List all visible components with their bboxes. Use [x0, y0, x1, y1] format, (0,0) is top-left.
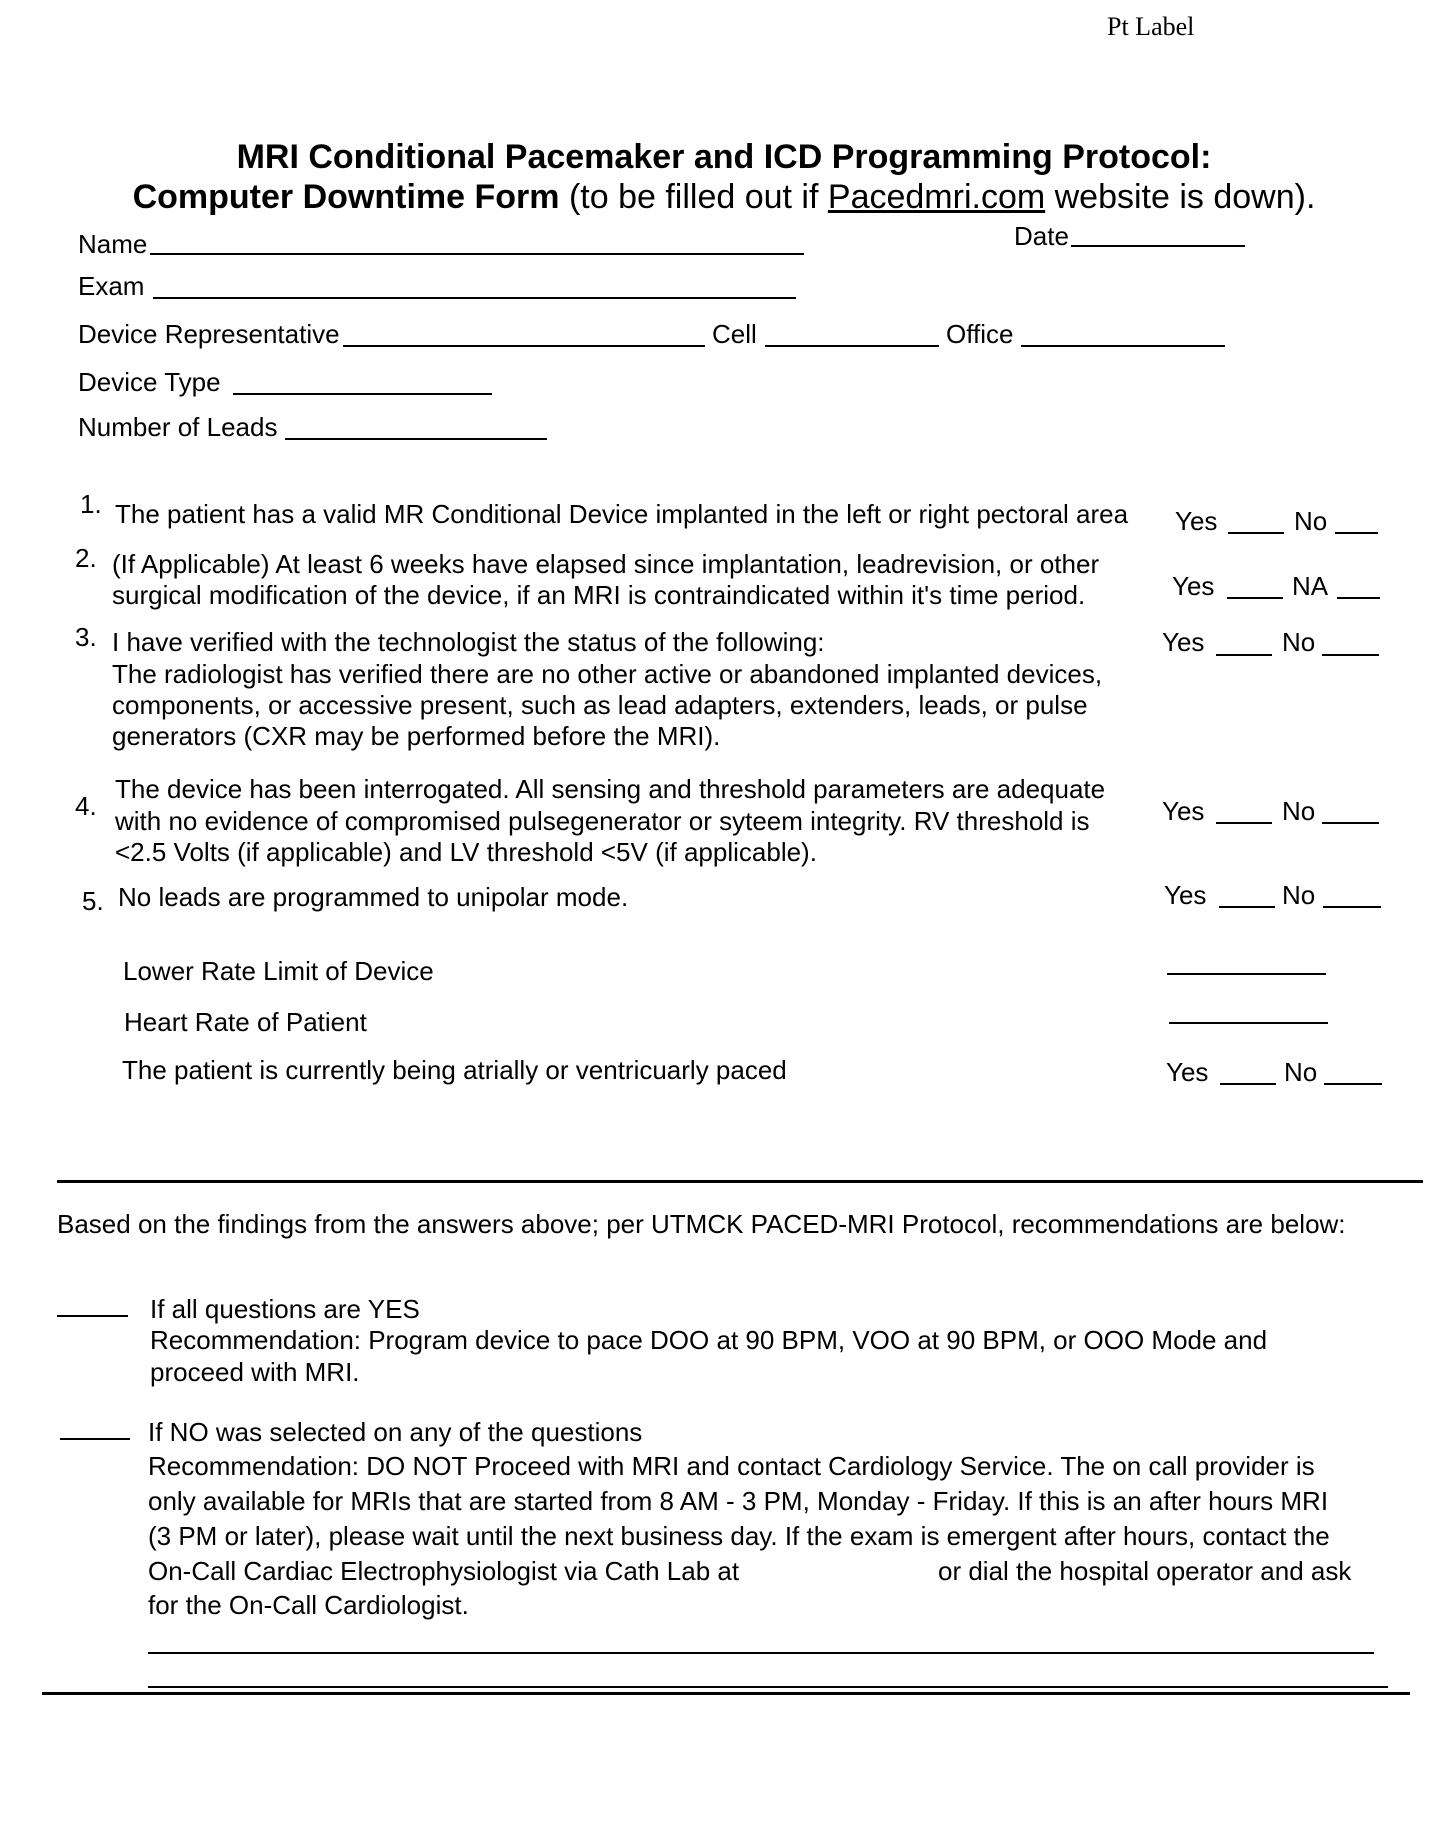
- pt-label: Pt Label: [1107, 12, 1195, 41]
- q4-text-line3: <2.5 Volts (if applicable) and LV threshold <5V (if applicable).: [115, 837, 817, 867]
- q5-yes-label: Yes: [1164, 880, 1207, 910]
- name-label: Name: [78, 229, 148, 259]
- num-leads-field[interactable]: [285, 438, 547, 440]
- rec-no-blank[interactable]: [60, 1438, 130, 1440]
- rec-yes-line3: proceed with MRI.: [150, 1357, 360, 1387]
- q2-na-blank[interactable]: [1337, 597, 1380, 599]
- bottom-divider: [42, 1692, 1410, 1695]
- q4-number: 4.: [75, 791, 97, 821]
- office-label: Office: [946, 319, 1014, 349]
- q2-yes-blank[interactable]: [1227, 597, 1283, 599]
- paced-yes-label: Yes: [1166, 1057, 1209, 1087]
- exam-field[interactable]: [153, 297, 796, 299]
- lower-rate-label: Lower Rate Limit of Device: [123, 956, 434, 986]
- device-rep-field[interactable]: [343, 345, 705, 347]
- device-type-field[interactable]: [233, 393, 492, 395]
- date-field[interactable]: [1071, 245, 1245, 247]
- q3-text-line4: generators (CXR may be performed before the MRI).: [112, 721, 721, 751]
- rec-no-line6: for the On-Call Cardiologist.: [148, 1590, 469, 1620]
- q3-yes-blank[interactable]: [1216, 654, 1272, 656]
- q3-text-line2: The radiologist has verified there are no other active or abandoned implanted devices,: [112, 659, 1103, 689]
- lower-rate-field[interactable]: [1167, 973, 1326, 975]
- date-label: Date: [1014, 221, 1069, 251]
- subtitle-pre: (to be filled out if: [568, 178, 819, 216]
- office-field[interactable]: [1021, 345, 1225, 347]
- subtitle-post: website is down).: [1054, 178, 1316, 216]
- cell-field[interactable]: [765, 345, 939, 347]
- q4-text-line2: with no evidence of compromised pulsegenerator or syteem integrity. RV threshold is: [115, 806, 1090, 836]
- rec-no-line1: If NO was selected on any of the questions: [148, 1417, 643, 1447]
- paced-no-blank[interactable]: [1324, 1083, 1382, 1085]
- form-title: MRI Conditional Pacemaker and ICD Programming Protocol:: [236, 138, 1212, 176]
- q3-text-line3: components, or accessive present, such as lead adapters, extenders, leads, or pulse: [112, 690, 1088, 720]
- rec-no-line3: only available for MRIs that are started from 8 AM - 3 PM, Monday - Friday. If this is an after hours MRI: [148, 1486, 1329, 1516]
- q1-no-label: No: [1294, 506, 1328, 536]
- q4-text-line1: The device has been interrogated. All sensing and threshold parameters are adequate: [115, 774, 1106, 804]
- num-leads-label: Number of Leads: [78, 412, 278, 442]
- q2-na-label: NA: [1292, 571, 1329, 601]
- q4-no-blank[interactable]: [1322, 822, 1379, 824]
- pacedmri-link[interactable]: Pacedmri.com: [827, 178, 1046, 216]
- rec-yes-line2: Recommendation: Program device to pace DOO at 90 BPM, VOO at 90 BPM, or OOO Mode and: [150, 1325, 1268, 1355]
- notes-line-1[interactable]: [148, 1652, 1374, 1654]
- rec-no-line5b: or dial the hospital operator and ask: [938, 1556, 1352, 1586]
- q3-number: 3.: [75, 622, 97, 652]
- heart-rate-field[interactable]: [1169, 1022, 1328, 1024]
- q5-yes-blank[interactable]: [1219, 906, 1275, 908]
- q2-number: 2.: [75, 543, 97, 573]
- q1-text: The patient has a valid MR Conditional Device implanted in the left or right pectoral area: [115, 499, 1129, 529]
- exam-label: Exam: [78, 271, 145, 301]
- q2-text-line1: (If Applicable) At least 6 weeks have elapsed since implantation, leadrevision, or other: [112, 549, 1100, 579]
- q1-yes-label: Yes: [1175, 506, 1218, 536]
- q4-no-label: No: [1282, 796, 1316, 826]
- q1-number: 1.: [80, 489, 102, 519]
- q4-yes-blank[interactable]: [1216, 822, 1272, 824]
- rec-yes-blank[interactable]: [57, 1315, 128, 1317]
- q3-no-label: No: [1282, 627, 1316, 657]
- rec-yes-line1: If all questions are YES: [150, 1294, 420, 1324]
- q1-yes-blank[interactable]: [1228, 532, 1284, 534]
- rec-no-line5a: On-Call Cardiac Electrophysiologist via Cath Lab at: [148, 1556, 740, 1586]
- rec-no-line4: (3 PM or later), please wait until the next business day. If the exam is emergent after hours, contact the: [148, 1521, 1330, 1551]
- notes-line-2[interactable]: [148, 1686, 1388, 1688]
- q3-text-line1: I have verified with the technologist the status of the following:: [112, 627, 825, 657]
- section-divider: [57, 1180, 1423, 1183]
- cell-label: Cell: [712, 319, 757, 349]
- q5-text: No leads are programmed to unipolar mode.: [118, 882, 629, 912]
- name-field[interactable]: [150, 253, 804, 255]
- q1-no-blank[interactable]: [1335, 532, 1378, 534]
- rec-no-line2: Recommendation: DO NOT Proceed with MRI and contact Cardiology Service. The on call provider is: [148, 1451, 1315, 1481]
- q2-yes-label: Yes: [1172, 571, 1215, 601]
- based-on-text: Based on the findings from the answers above; per UTMCK PACED-MRI Protocol, recommendations are below:: [57, 1209, 1346, 1239]
- subtitle-bold: Computer Downtime Form: [132, 178, 560, 216]
- q4-yes-label: Yes: [1162, 796, 1205, 826]
- paced-label: The patient is currently being atrially or ventricuarly paced: [122, 1055, 787, 1085]
- heart-rate-label: Heart Rate of Patient: [124, 1007, 367, 1037]
- device-rep-label: Device Representative: [78, 319, 340, 349]
- q5-no-label: No: [1282, 880, 1316, 910]
- device-type-label: Device Type: [78, 367, 221, 397]
- q3-no-blank[interactable]: [1322, 654, 1379, 656]
- q5-number: 5.: [82, 886, 104, 916]
- form-subtitle: [0, 178, 1448, 217]
- q5-no-blank[interactable]: [1323, 906, 1381, 908]
- q3-yes-label: Yes: [1162, 627, 1205, 657]
- q2-text-line2: surgical modification of the device, if an MRI is contraindicated within it's time period.: [112, 580, 1086, 610]
- paced-no-label: No: [1284, 1057, 1318, 1087]
- paced-yes-blank[interactable]: [1220, 1083, 1276, 1085]
